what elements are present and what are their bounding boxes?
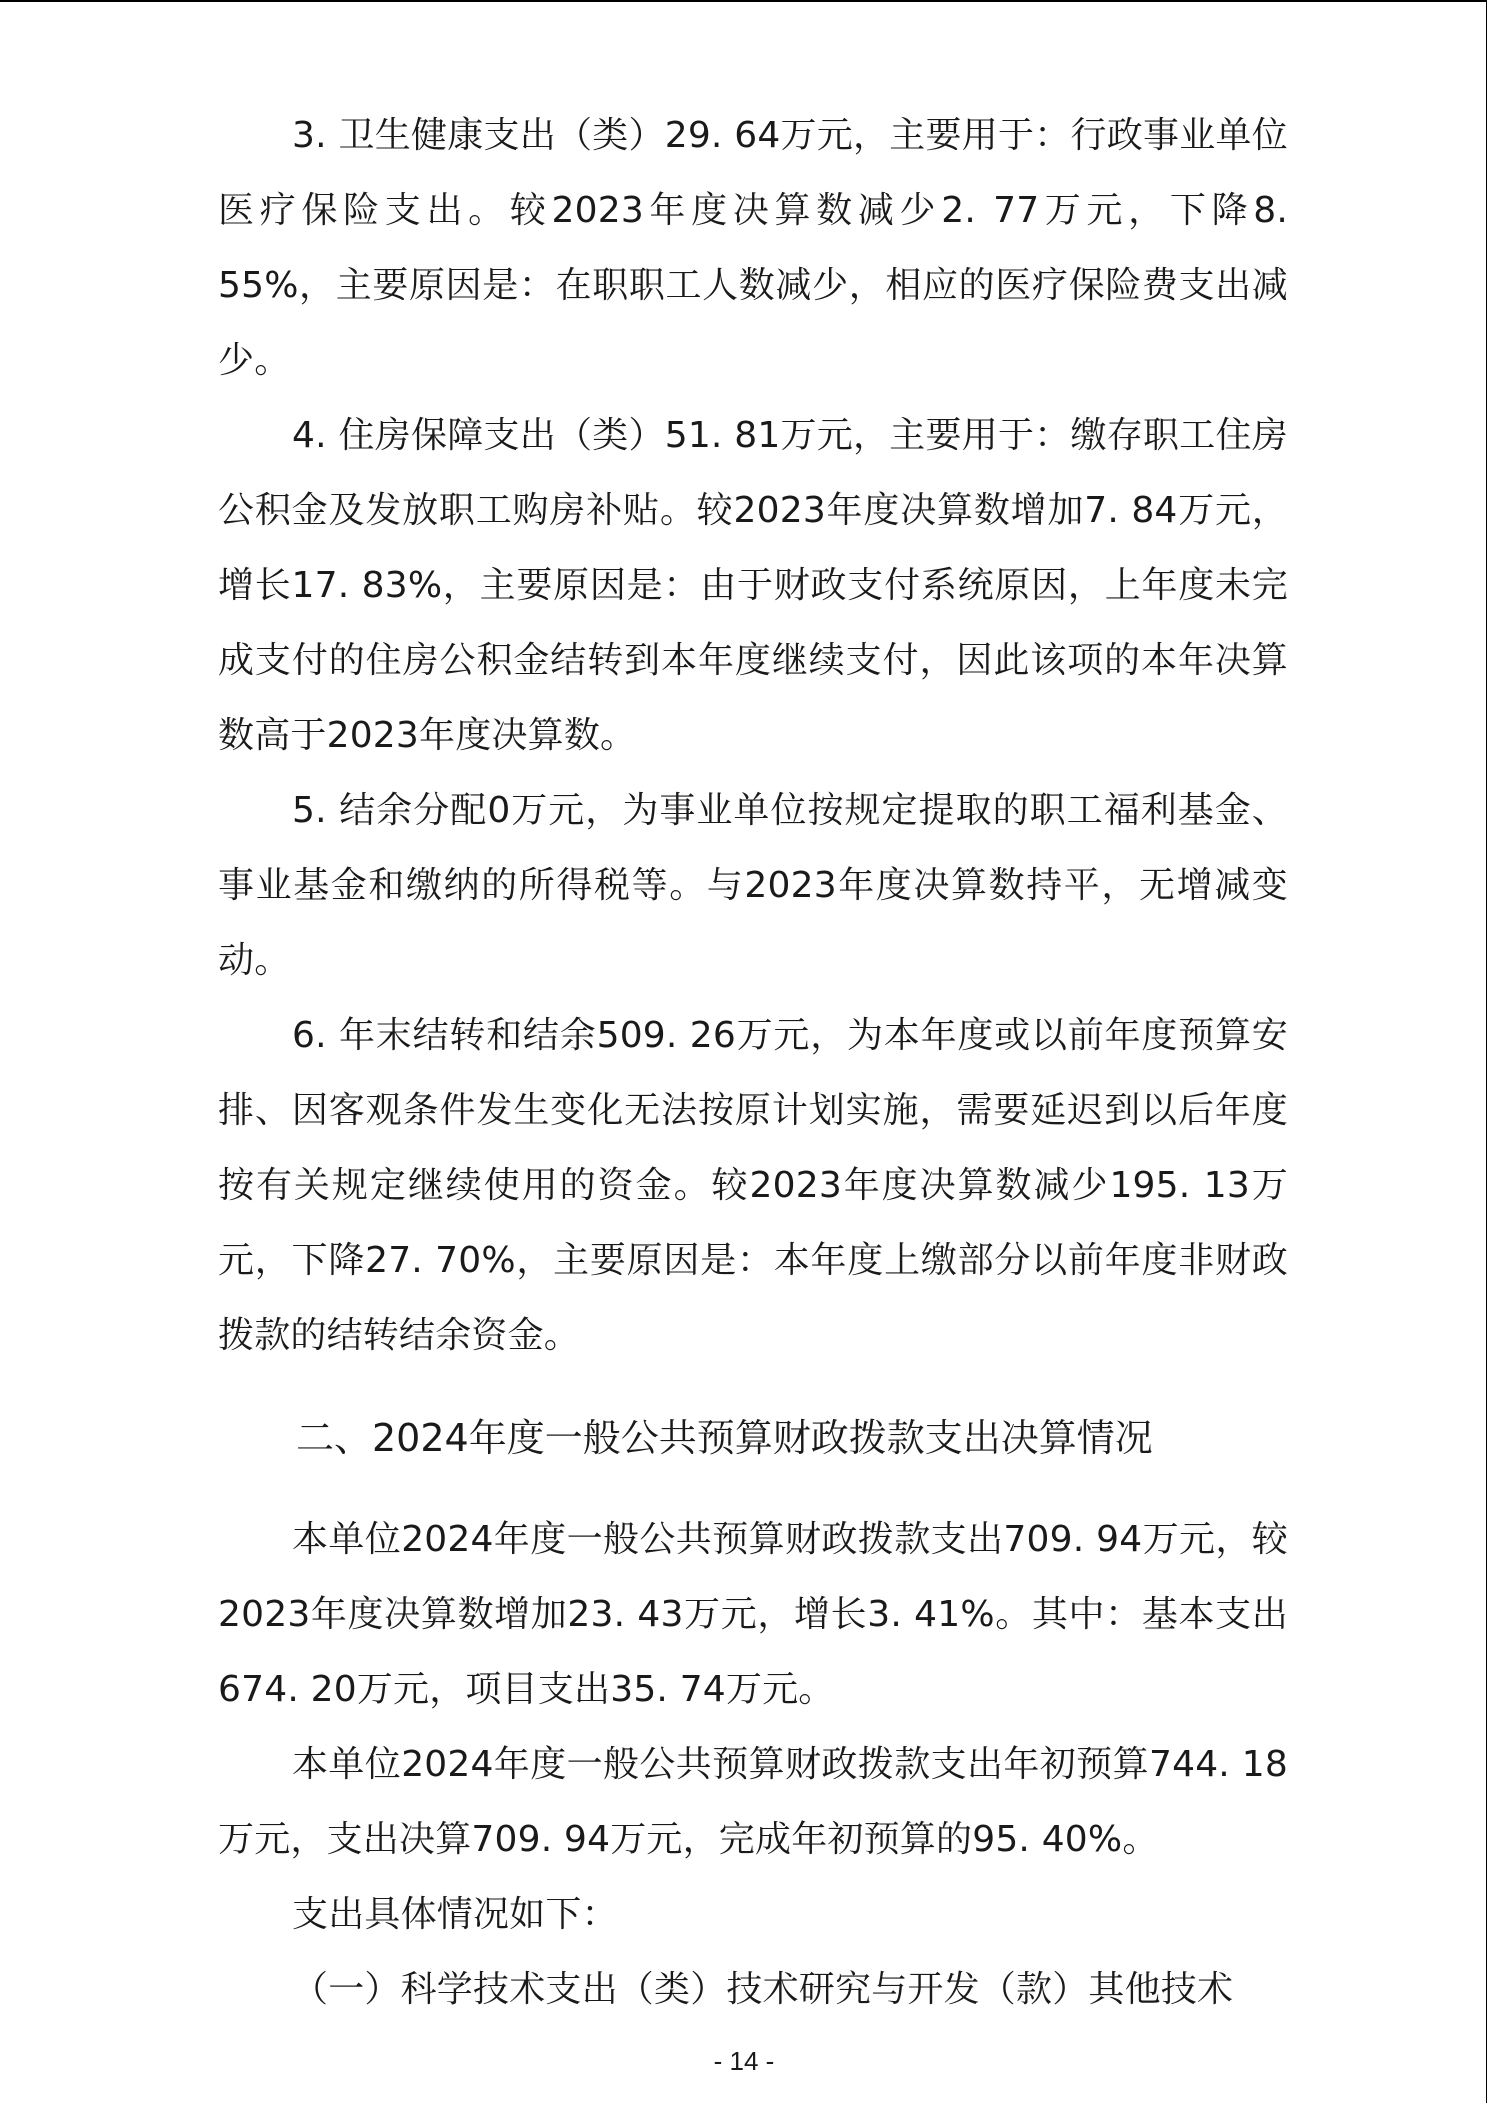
paragraph-housing-expenditure: 4. 住房保障支出（类）51. 81万元，主要用于：缴存职工住房公积金及发放职工购房补贴。较2023年度决算数增加7. 84万元，增长17. 83%，主要原因是：由于财政支付系统原因，上年度未完成支付的住房公积金结转到本年度继续支付，因此该项的本年决算数高于2023年度决算数。	[218, 415, 1288, 756]
paragraph-surplus-distribution: 5. 结余分配0万元，为事业单位按规定提取的职工福利基金、事业基金和缴纳的所得税等。与2023年度决算数持平，无增减变动。	[218, 790, 1288, 981]
paragraph-year-end-balance: 6. 年末结转和结余509. 26万元，为本年度或以前年度预算安排、因客观条件发生变化无法按原计划实施，需要延迟到以后年度按有关规定继续使用的资金。较2023年度决算数减少195. 13万元，下降27. 70%，主要原因是：本年度上缴部分以前年度非财政拨款的结转结余资金。	[218, 1015, 1288, 1356]
paragraph-health-expenditure: 3. 卫生健康支出（类）29. 64万元，主要用于：行政事业单位医疗保险支出。较2023年度决算数减少2. 77万元，下降8. 55%，主要原因是：在职职工人数减少，相应的医疗保险费支出减少。	[218, 115, 1288, 381]
paragraph-details-intro: 支出具体情况如下：	[292, 1894, 618, 1935]
page-number: - 14 -	[713, 2046, 775, 2076]
paragraph-budget-completion: 本单位2024年度一般公共预算财政拨款支出年初预算744. 18万元，支出决算709. 94万元，完成年初预算的95. 40%。	[218, 1744, 1288, 1860]
page-content	[218, 98, 1288, 2027]
paragraph-science-technology: （一）科学技术支出（类）技术研究与开发（款）其他技术	[292, 1969, 1234, 2010]
section-heading: 二、2024年度一般公共预算财政拨款支出决算情况	[296, 1416, 1153, 1460]
paragraph-general-budget-expenditure: 本单位2024年度一般公共预算财政拨款支出709. 94万元，较2023年度决算数增加23. 43万元，增长3. 41%。其中：基本支出674. 20万元，项目支出35. 74万元。	[218, 1519, 1288, 1710]
